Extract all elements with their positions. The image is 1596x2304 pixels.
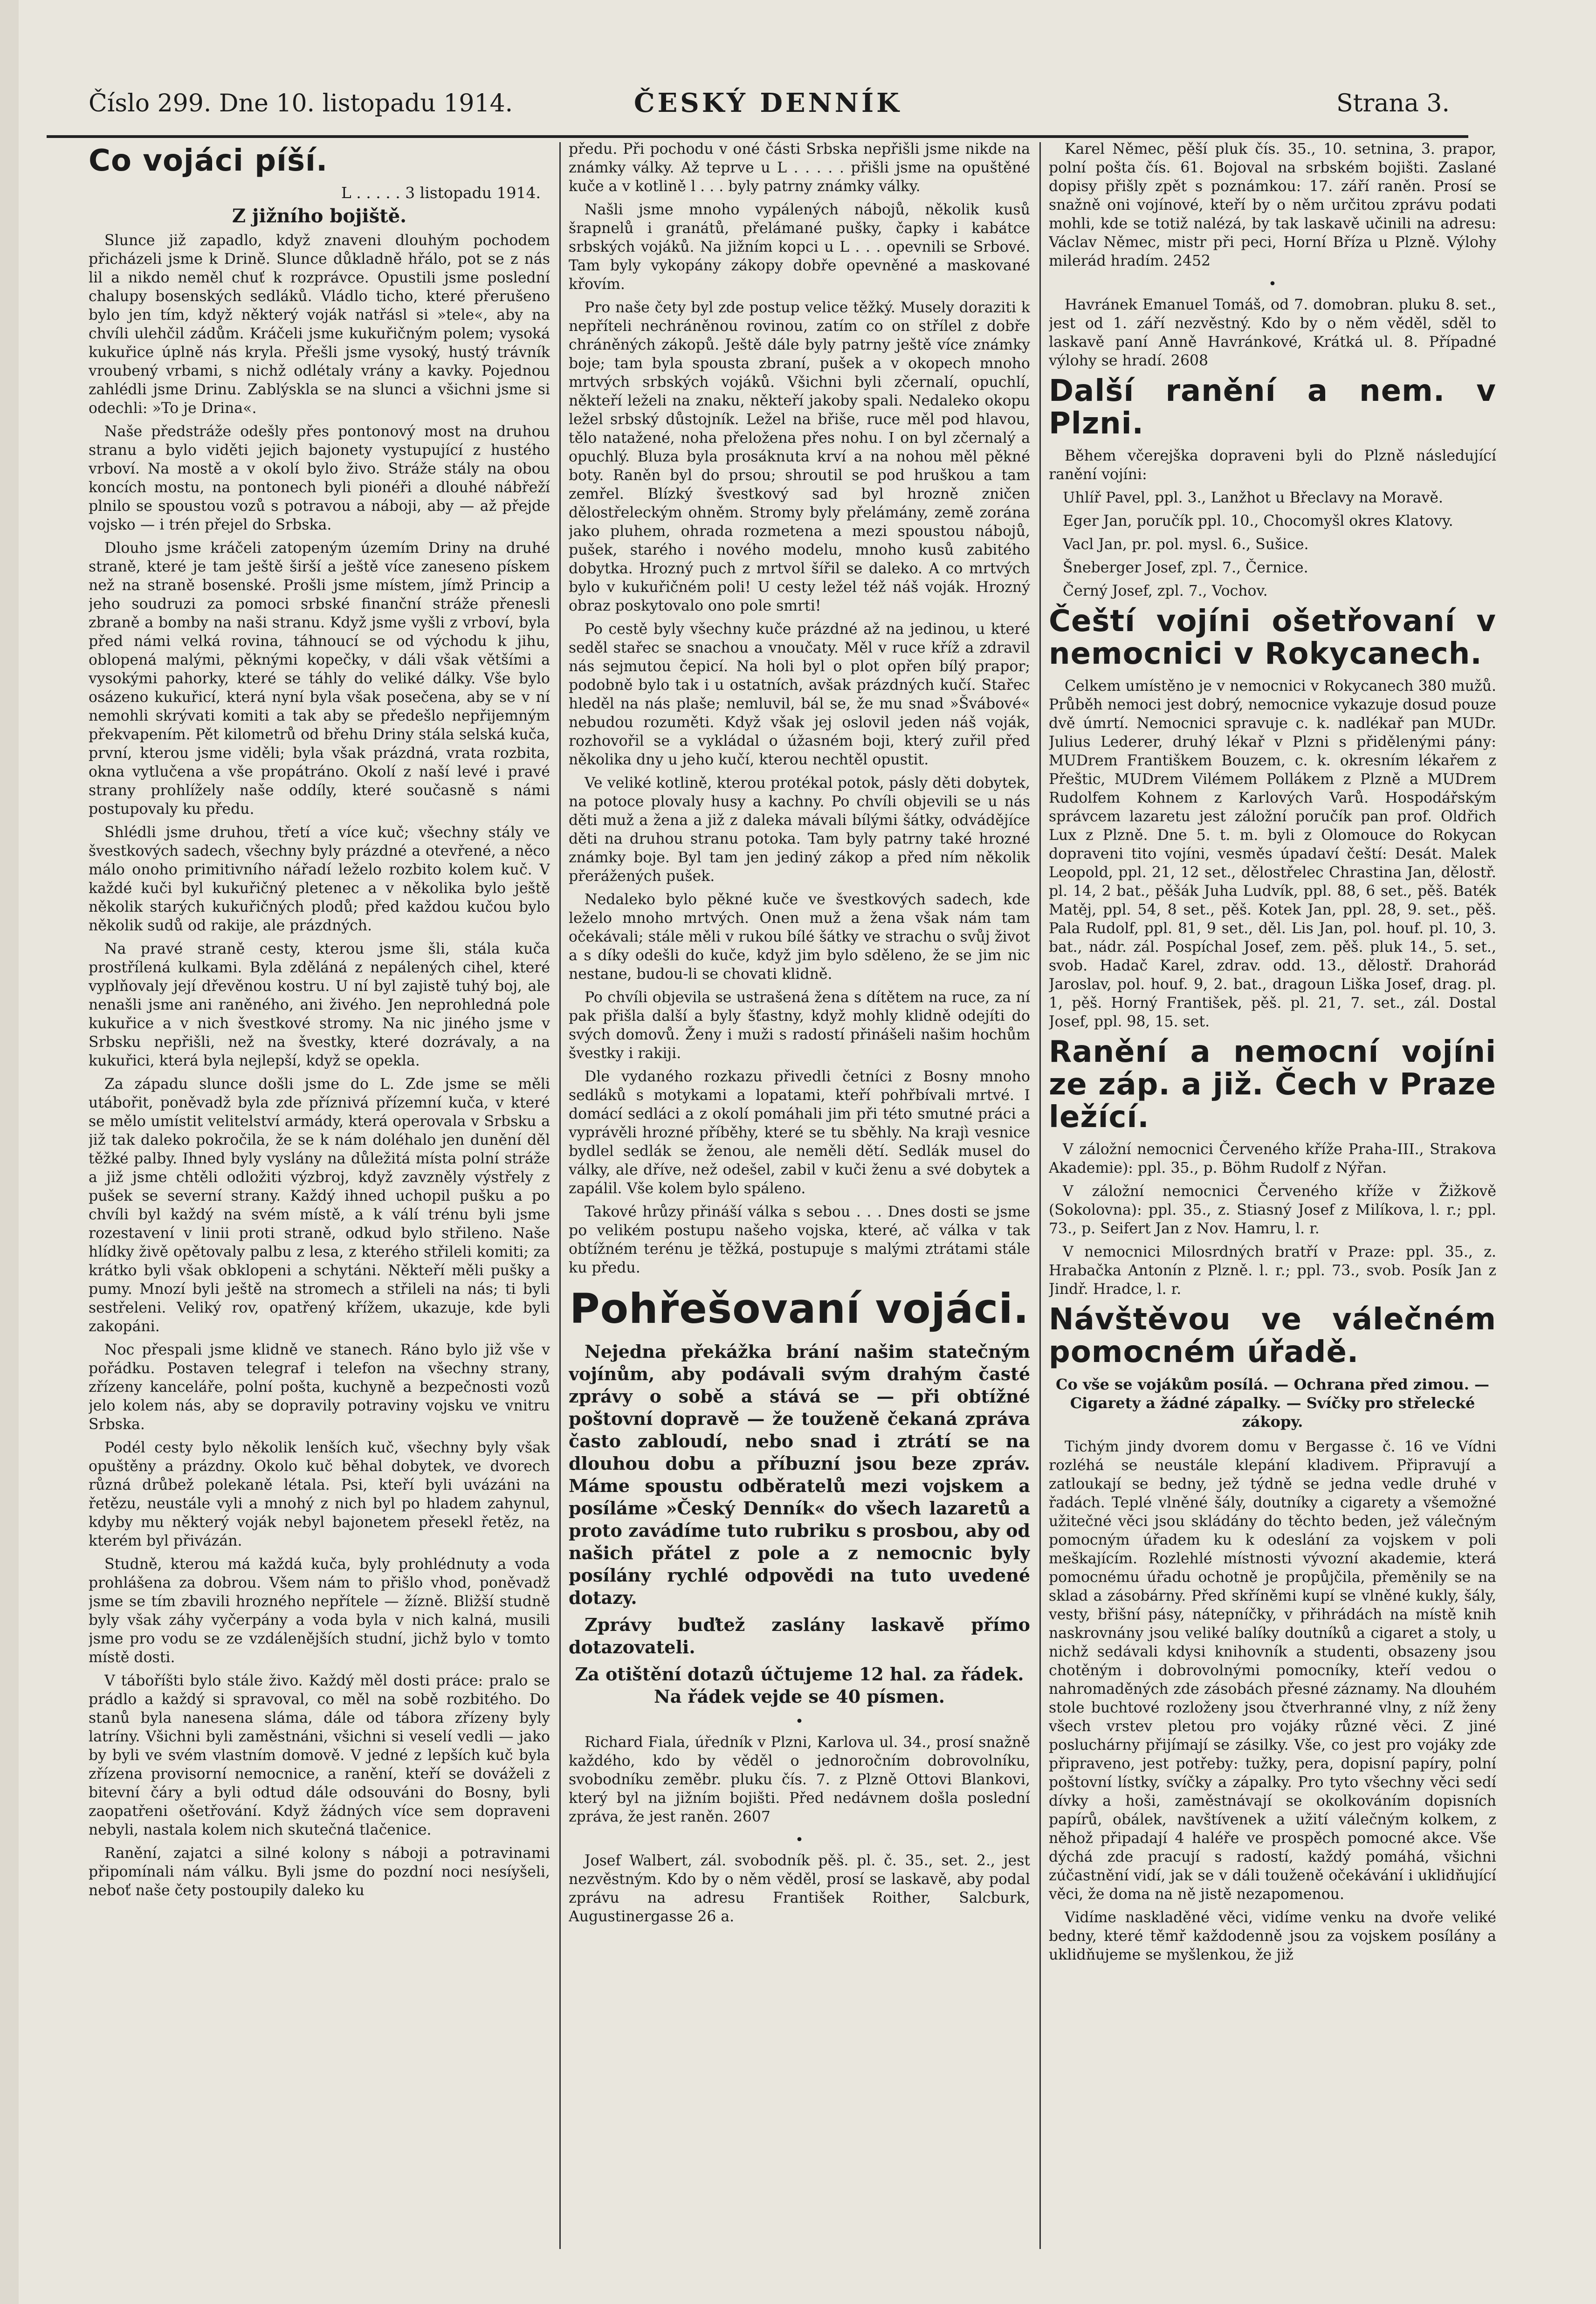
price-note: Za otištění dotazů účtujeme 12 hal. za řádek. Na řádek vejde se 40 písmen. [575,1664,1024,1707]
missing-notice: Havránek Emanuel Tomáš, od 7. domobran. pluku 8. set., jest od 1. září nezvěstný. Kdo by o něm věděl, sděl to laskavě paní Anně Havránkové, Krátká ul. 8. Případné výlohy se hradí. 2608 [1049,296,1496,369]
article-paragraph: Ranění, zajatci a silné kolony s náboji a potravinami připomínali nám válku. Byli jsme do pozdní noci nesíyšeli, neboť naše čety postoupily daleko ku [89,1845,550,1899]
article-paragraph: Podél cesty bylo několik lenších kuč, všechny byly však opuštěny a prázdny. Okolo kuč běhal dobytek, ve dvorech různá drůbež polekaně létala. Psi, kteří byli uvázáni na řetězu, neustále vyli a mnohý z nich byl po hladem zahynul, kdyby mu některý voják nebyl bajonetem přesekl řetěz, na kterém byl přivázán. [89,1439,550,1549]
wounded-list [1049,488,1496,600]
missing-notice: Karel Němec, pěší pluk čís. 35., 10. setnina, 3. prapor, polní pošta čís. 61. Bojoval na srbském bojišti. Zaslané dopisy přišly zpět s poznámkou: 17. září raněn. Prosí se snažně oni vojínové, kteří by o něm určitou zprávu podati mohli, kde se totiž nalézá, by tak laskavě učinili na adresu: Václav Němec, mistr při peci, Horní Bříza u Plzně. Výlohy milerád hradím. 2452 [1049,141,1496,269]
list-item: V nemocnici Milosrdných bratří v Praze: ppl. 35., z. Hrabačka Antonín z Plzně. l. r.; ppl. 73., svob. Posík Jan z Jindř. Hradce, l. r. [1049,1244,1496,1298]
list-item: Uhlíř Pavel, ppl. 3., Lanžhot u Břeclavy na Moravě. [1063,489,1444,506]
subhead-pomocny-urad: Co vše se vojákům posílá. — Ochrana před zimou. — Cigarety a žádné zápalky. — Svíčky pro střelecké zákopy. [1055,1376,1489,1431]
headline-pohresovani-vojaci: Pohřešovaní vojáci. [570,1285,1029,1333]
hospital-list [1049,1140,1496,1299]
column-2 [569,140,1030,2256]
article-paragraph: Pro naše čety byl zde postup velice těžký. Musely doraziti k nepříteli nechráněnou rovinou, zatím co on střílel z dobře chráněných zákopů. Ještě dále byly patrny ještě více známky boje; tam byla spousta zbraní, pušek a v okopech mnoho mrtvých srbských vojáků. Všichni byli zčernalí, opuchlí, někteří leželi na znaku, někteří jakoby spali. Nedaleko okopu ležel srbský důstojník. Ležel na břiše, ruce měl pod hlavou, tělo natažené, noha přeložena přes nohu. I on byl zčernalý a opuchlý. Bluza byla prosáknuta krví a na nohou měl pěkné boty. Raněn byl do prsou; shroutil se pod hruškou a tam zemřel. Blízký švestkový sad byl hrozně zničen dělostřeleckým ohněm. Stromy byly přelámány, země zorána jako pluhem, ohrada rozmetena a mezi spoustou nábojů, pušek, starého i nového modelu, mnoho kusů zabitého dobytka. Hrozný puch z mrtvol šířil se daleko. A co mrtvých bylo v kukuřičném poli! U cesty ležel též náš voják. Hrozný obraz poskytovalo ono pole smrti! [569,299,1030,614]
article-paragraph: Během včerejška dopraveni byli do Plzně následující ranění vojíni: [1049,447,1496,483]
article-paragraph: Naše předstráže odešly přes pontonový most na druhou stranu a bylo viděti jejich bajonety vystupující z hustého vrboví. Na mostě a v okolí bylo živo. Stráže stály na obou koncích mostu, na pontonech byli pionéři a dlouhé nábřeží plnilo se spoustou vozů s potravou a náboji, aby — až přejde vojsko — i trén přejel do Srbska. [89,423,550,533]
dateline: L . . . . . 3 listopadu 1914. [341,184,541,202]
page-number: Strana 3. [1336,89,1450,117]
headline-raneni-v-praze: Ranění a nemocní vojíni ze záp. a již. Čech v Praze ležící. [1049,1035,1496,1135]
notice-bold-paragraph: Nejedna překážka brání našim statečným vojínům, aby podávali svým drahým časté zprávy o sobě a stává se — při obtížné poštovní dopravě — že touženě čekaná zpráva často zabloudí, nebo snad i ztrátí se na dlouhou dobu a příbuzní jsou beze zpráv. Máme spoustu odběratelů mezi vojskem a posíláme »Český Denník« do všech lazaretů a proto zavádíme tuto rubriku s prosbou, aby od našich přátel z pole a z nemocnic byly posílány rychlé odpovědi na tuto uvedené dotazy. [569,1341,1030,1608]
issue-line: Číslo 299. Dne 10. listopadu 1914. [89,89,513,117]
article-paragraph: Po cestě byly všechny kuče prázdné až na jedinou, u které seděl stařec se snachou a vnoučaty. Měl v ruce kříž a zdravil nás sejmutou čepicí. Na holi byl o plot opřen bílý prapor; podobně bylo tak i u ostatních, avšak prázdných kučí. Stařec hleděl na nás plaše; nemluvil, bál se, že mu snad »Švábové« nebudou rozuměti. Když však jej oslovil jeden náš voják, rozhovořil se a vykládal o úžasném boji, který zuřil před několika dny u jeho kučí, kterou nechtěl opustit. [569,621,1030,768]
column-rule-1 [559,142,561,2249]
list-item: Eger Jan, poručík ppl. 10., Chocomyšl okres Klatovy. [1063,513,1453,530]
separator-mark: • [1268,276,1277,292]
notice-bold-paragraph: Zprávy buďtež zaslány laskavě přímo dotazovateli. [569,1614,1030,1658]
column-rule-2 [1039,142,1041,2249]
article-paragraph: Studně, kterou má každá kuča, byly prohlédnuty a voda prohlášena za dobrou. Všem nám to přišlo vhod, poněvadž jsme se tím zbavili hrozného nepřítele — žízně. Bližší studně byly však záhy vyčerpány a voda byla v nich kalná, musili jsme pro vodu se ze vzdálenějších studní, jichž bylo v tomto místě dosti. [89,1556,550,1666]
article-paragraph: Dle vydaného rozkazu přivedli četníci z Bosny mnoho sedláků s motykami a lopatami, kteří pohřbívali mrtvé. I domácí sedláci a z okolí pomáhali jim při této smutné práci a vyprávěli hrozné příběhy, které se tu sběhly. Na krajì vesnice bydlel sedlák se ženou, ale neměli dětí. Sedlák musel do války, ale dříve, než odešel, zabil v kuči ženu a své dobytek a zapálil. Vše kolem bylo spáleno. [569,1068,1030,1197]
list-item: V záložní nemocnici Červeného kříže v Žižkově (Sokolovna): ppl. 35., z. Stiasný Josef z Milíkova, l. r.; ppl. 73., p. Seifert Jan z Nov. Hamru, l. r. [1049,1183,1496,1237]
article-paragraph: Dlouho jsme kráčeli zatopeným územím Driny na druhé straně, které je tam ještě širší a ještě více zaneseno pískem než na straně bosenské. Prošli jsme místem, jímž Princip a jeho soudruzi za pomoci srbské finanční stráže přenesli zbraně a bomby na naši stranu. Když jsme vyšli z vrboví, byla před námi velká rovina, táhnoucí se od východu k jihu, oblopená malými, pěknými kopečky, v dáli však většími a vysokými pahorky, které se táhly do veliké dálky. Vše bylo osázeno kukuřicí, která nyní byla však posečena, aby se v ní nemohli skrývati komiti a tak aby se předešlo nepřijemným překvapením. Pět kilometrů od břehu Driny stála selská kuča, první, kterou jsme viděli; byla však prázdná, vrata rozbita, okna vytlučena a vše propátráno. Okolí z naší levé i pravé strany prohlížely naše oddíly, které současně s námi postupovaly ku předu. [89,540,550,818]
article-paragraph: Noc přespali jsme klidně ve stanech. Ráno bylo již vše v pořádku. Postaven telegraf i telefon na všechny strany, zřízeny kanceláře, polní pošta, kuchyně a bezpečnosti vozů jelo kolem nás, aby se dopravily potraviny vojsku ve vnitru Srbska. [89,1341,550,1433]
headline-navstevou-pomocny-urad: Návštěvou ve válečném pomocném úřadě. [1049,1302,1496,1369]
headline-cesti-vojini-rokycany: Čeští vojíni ošetřovaní v nemocnici v Rokycanech. [1049,604,1496,671]
newspaper-title: ČESKÝ DENNÍK [634,88,902,118]
article-paragraph: Ve veliké kotlině, kterou protékal potok, pásly děti dobytek, na potoce plovaly husy a kachny. Po chvíli objevili se u nás děti muž a žena a již z daleka mávali bílými šátky, odvádějíce děti na druhou stranu potoka. Tam byly patrny také hrozné známky boje. Byl tam jen jediný zákop a před ním několik přerážených pušek. [569,775,1030,885]
missing-notice: Richard Fiala, úředník v Plzni, Karlova ul. 34., prosí snažně každého, kdo by věděl o jednoročním dobrovolníku, svobodníku zeměbr. pluku čís. 7. z Plzně Ottovi Blankovi, který byl na jižním bojišti. Před nedávnem došla poslední zpráva, že jest raněn. 2607 [569,1734,1030,1825]
article-paragraph: Nedaleko bylo pěkné kuče ve švestkových sadech, kde leželo mnoho mrtvých. Onen muž a žena však nám tam očekávali; stále měli v rukou bílé šátky ve strachu o svůj život a s díky odešli do kuče, když jim bylo sděleno, že se jim nic nestane, budou-li se chovati klidně. [569,891,1030,983]
list-item: Černý Josef, zpl. 7., Vochov. [1063,583,1268,599]
headline-co-vojaci-pisi: Co vojáci píší. [89,144,328,178]
column-3 [1049,140,1496,2256]
article-paragraph: Celkem umístěno je v nemocnici v Rokycanech 380 mužů. Průběh nemoci jest dobrý, nemocnice vykazuje dosud pouze dvě úmrtí. Nemocnici spravuje c. k. nadlékař pan MUDr. Julius Lederer, druhý lékař v Plzni s přidělenými pány: MUDrem Františkem Bouzem, c. k. okresním lékařem z Přeštic, MUDrem Vilémem Pollákem z Plzně a MUDrem Rudolfem Kohnem z Karlových Varů. Hospodářským správcem lazaretu jest záložní poručík pan prof. Oldřich Lux z Plzně. Dne 5. t. m. byli z Olomouce do Rokycan dopraveni tito vojíni, vesměs úpadaví čeští: Desát. Malek Leopold, ppl. 21, 12 set., dělostřelec Chrastina Jan, dělostř. pl. 14, 2 bat., pěšák Juha Ludvík, ppl. 88, 6 set., pěš. Baték Matěj, ppl. 54, 8 set., pěš. Kotek Jan, ppl. 28, 9. set., pěš. Pala Rudolf, ppl. 81, 9 set., děl. Lis Jan, pol. houf. pl. 10, 3. bat., nádr. zál. Pospíchal Josef, zem. pěš. pluk 14., 5. set., svob. Hadač Karel, zdrav. odd. 13., dělostř. Drahorád Jaroslav, pol. houf. 9, 2. bat., dragoun Liška Josef, drag. pl. 1, pěš. Horný František, pěš. pl. 21, 7. set., zál. Dostal Josef, ppl. 98, 15. set. [1049,678,1496,1030]
subhead-jizni-bojiste: Z jižního bojiště. [232,205,407,227]
article-paragraph: Vidíme naskladěné věci, vidíme venku na dvoře veliké bedny, které těmř každodenně jsou za vojskem posílány a uklidňujeme se myšlenkou, že již [1049,1909,1496,1963]
article-paragraph: Tichým jindy dvorem domu v Bergasse č. 16 ve Vídni rozléhá se neustále klepání kladivem. Připravují a zatloukají se bedny, jež týdně se jedna vedle druhé v řadách. Teplé vlněné šály, doutníky a cigarety a všemožné užitečné věci jsou skládány do těchto beden, jež válečným pomocným úřadem ku k odeslání za vojskem v poli meškajícím. Rozlehlé místnosti vývozní akademie, která pomocnému úřadu ochotně je propůjčila, přeměnily se na sklad a zásobárny. Před skříněmi kupí se vlněné kukly, šály, vesty, břišní pásy, nátepníčky, v přihrádách na místě knih naskrovnány jsou veliké balíky doutníků a cigaret a stoly, u nichž sedávali kdysi knihovník a studenti, obsazeny jsou chotěným i dobrovolnými pomocníky, kteří vedou o nahromaděných zde zásobách přesné záznamy. Na dlouhém stole buchtové rozloženy jsou čtverhranné vlny, z níž ženy všech vrstev pletou pro vojáky různé věci. Z jiné posluchárny přijímají se zásilky. Vše, co jest pro vojáky zde připraveno, jest potřeby: tužky, pera, dopisní papíry, polní poštovní lístky, svíčky a zápalky. Pro tyto všechny věci sedí dívky a hoši, zaměstnávají se okolkováním dopisních papírů, obálek, navštívenek a užití válečným kolkem, z něhož připadají 4 haléře ve prospěch pomocné akce. Vše dýchá zde pracují s radostí, každý pomáhá, všichni zúčastnění vidí, jak se v dáli touženě očekávání i uklidňující věci, že doma na ně jistě nezapomenou. [1049,1438,1496,1903]
headline-dalsi-raneni: Další ranění a nem. v Plzni. [1049,374,1496,441]
page-margin-strip [0,0,19,2304]
article-paragraph: předu. Při pochodu v oné části Srbska nepřišli jsme nikde na známky války. Až teprve u L . . . . . přišli jsme na opuštěné kuče a v kotlině l . . . byly patrny známky války. [569,141,1030,195]
list-item: Vacl Jan, pr. pol. mysl. 6., Sušice. [1063,536,1309,553]
article-paragraph: Shlédli jsme druhou, třetí a více kuč; všechny stály ve švestkových sadech, všechny byly prázdné a otevřené, a něco málo onoho primitivního nářadí leželo rozbito kolem kuč. V každé kuči byl kukuřičný pletenec a v několika bylo ještě několik starých kukuřičných plodů; před každou kučou bylo několik sudů od rakije, ale prázdných. [89,824,550,934]
article-paragraph: Našli jsme mnoho vypálených nábojů, několik kusů šrapnelů i granátů, přelámané pušky, čapky i kabátce srbských vojáků. Na jižním kopci u L . . . opevnili se Srbové. Tam byly vykopány zákopy dobře opevněné a maskované křovím. [569,201,1030,293]
missing-notice: Josef Walbert, zál. svobodník pěš. pl. č. 35., set. 2., jest nezvěstným. Kdo by o něm věděl, prosí se laskavě, aby podal zprávu na adresu František Roither, Salcburk, Augustinergasse 26 a. [569,1852,1030,1925]
list-item: Šneberger Josef, zpl. 7., Černice. [1063,559,1308,576]
article-paragraph: Za západu slunce došli jsme do L. Zde jsme se měli utábořit, poněvadž byla zde příznivá přízemní kuča, v které se mělo umístit velitelství armády, která operovala v Srbsku a již tak daleko pokročila, že se k nám doléhalo jen dunění děl těžké palby. Ihned byly vyslány na důležitá místa polní stráže a již jsme chtěli odložiti výzbroj, když zavzněly výstřely z pušek se severní strany. Každý ihned uchopil pušku a po chvíli byl každý na svém místě, a k válí trénu byli jsme rozestavení v linii proti straně, odkud bylo střileno. Naše hlídky živě opětovaly palbu z lesa, z kterého střileli komiti; za krátko byli však obklopeni a schytáni. Někteří měli pušky a pumy. Mnozí byli ještě na stromech a střileli na nás; ti byli sestřeleni. Veliký rov, opatřený křížem, ukazuje, kde byli zakopáni. [89,1076,550,1335]
list-item: V záložní nemocnici Červeného kříže Praha-III., Strakova Akademie): ppl. 35., p. Böhm Rudolf z Nýřan. [1049,1141,1496,1176]
article-paragraph: Slunce již zapadlo, když znaveni dlouhým pochodem přicházeli jsme k Drině. Slunce důkladně hřálo, pot se z nás lil a nikdo neměl chuť k rozprávce. Opustili jsme poslední chalupy bosenských sedláků. Vládlo ticho, které přerušeno bylo jen tím, když některý voják natřásl si »tele«, aby na chvíli ulehčil zádům. Kráčeli jsme kukuřičným polem; vysoká kukuřice úplně nás kryla. Přešli jsme vysoký, hustý trávník vroubený vrbami, s nichž odlétaly vrány a kavky. Pojednou zahlédli jsme Drinu. Zablýskla se na slunci a všichni jsme si odechli: »To je Drina«. [89,232,550,417]
separator-mark: • [795,1713,804,1730]
separator-mark: • [795,1832,804,1848]
newspaper-page [47,84,1496,2275]
article-paragraph: Na pravé straně cesty, kterou jsme šli, stála kuča prostřílená kulkami. Byla zděláná z nepálených cihel, které vyplňovaly její dřevěnou kostru. U ní byl zajistě tuhý boj, ale nenašli jsme ani raněného, ani živého. Jen neprohledná pole kukuřice a v nich švestkové stromy. Na nic jiného jsme v Srbsku nepřišli, než na švestky, které dozrávaly, a na kukuřici, která byla nejlepší, když se opekla. [89,941,550,1069]
article-paragraph: V táboříšti bylo stále živo. Každý měl dosti práce: pralo se prádlo a každý si spravoval, co měl na sobě rozbitého. Do stanů byla nanesena sláma, dále od tábora zřízeny byly latríny. Všichni byli zaměstnáni, všichni si veselí vedli — jako by byli ve svém vlastním domově. V jedné z lepších kuč byla zřízena provisorní nemocnice, a ranění, kteří se dováželi z bitevní čáry a byli odtud dále odsouváni do Bosny, byli zaopatřeni ošetřování. Když žádných více sem dopraveni nebyli, nastala kolem nich skutečná tlačenice. [89,1672,550,1838]
masthead [47,84,1468,138]
column-1 [89,140,550,2256]
article-paragraph: Po chvíli objevila se ustrašená žena s dítětem na ruce, za ní pak přišla další a byly šťastny, když mohly klidně odejíti do svých domovů. Ženy i muži s radostí přinášeli našim hochům švestky i rakiji. [569,989,1030,1062]
article-paragraph: Takové hrůzy přináší válka s sebou . . . Dnes dosti se jsme po velikém postupu našeho vojska, které, ač válka v tak obtížném terénu je těžká, postupuje s malými ztrátami stále ku předu. [569,1204,1030,1276]
